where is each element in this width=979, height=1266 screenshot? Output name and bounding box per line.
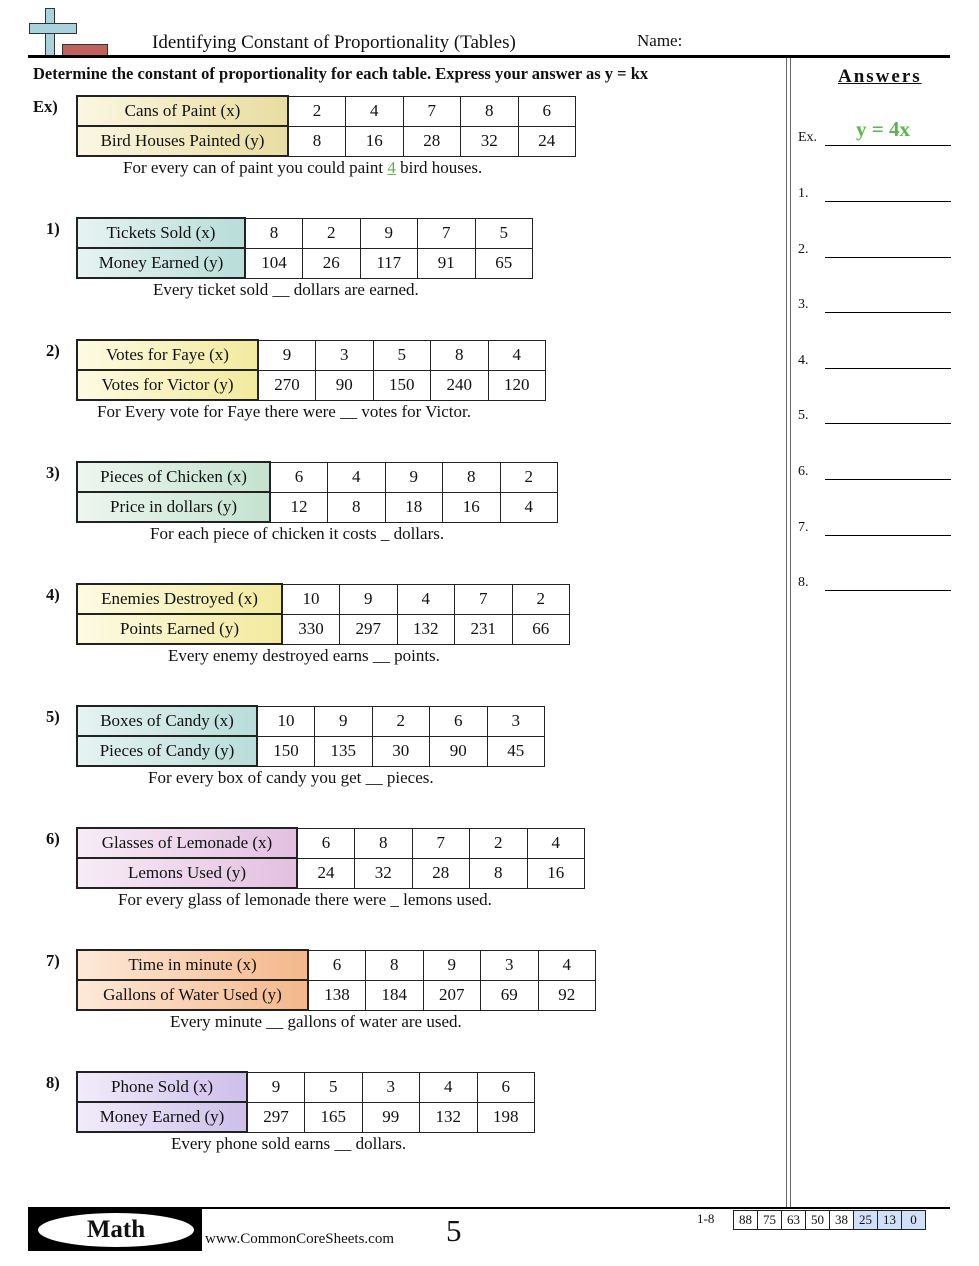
- y-value-cell: 12: [270, 492, 328, 522]
- x-value-cell: 2: [372, 706, 430, 736]
- problem-sentence: For every glass of lemonade there were _ lemons used.: [118, 890, 492, 909]
- problem-number: 5): [46, 707, 60, 726]
- proportion-table: [76, 949, 596, 1011]
- y-value-cell: 150: [257, 736, 315, 766]
- score-cell: 13: [878, 1211, 902, 1230]
- x-value-cell: 4: [397, 584, 455, 614]
- y-value-cell: 132: [397, 614, 455, 644]
- sentence-end: bird houses.: [395, 158, 483, 177]
- x-value-cell: 7: [412, 828, 470, 858]
- x-value-cell: 8: [431, 340, 489, 370]
- score-cell: 50: [806, 1211, 830, 1230]
- y-value-cell: 270: [258, 370, 316, 400]
- answer-column-divider-inner: [790, 58, 791, 1209]
- problem-sentence: For every box of candy you get __ pieces.: [148, 768, 434, 787]
- x-value-cell: 5: [305, 1072, 363, 1102]
- y-value-cell: 32: [461, 126, 519, 156]
- y-value-cell: 24: [518, 126, 576, 156]
- problem-sentence: Every enemy destroyed earns __ points.: [168, 646, 440, 665]
- x-value-cell: 3: [481, 950, 539, 980]
- proportion-table: [76, 583, 570, 645]
- score-range-label: 1-8: [697, 1211, 715, 1226]
- x-value-cell: 8: [355, 828, 413, 858]
- score-cell: 75: [758, 1211, 782, 1230]
- x-value-cell: 3: [362, 1072, 420, 1102]
- x-value-cell: 3: [487, 706, 545, 736]
- name-label: Name:: [637, 31, 683, 50]
- y-value-cell: 104: [245, 248, 303, 278]
- table-row-y: [77, 736, 545, 766]
- answer-column-divider: [786, 58, 787, 1209]
- y-value-cell: 207: [423, 980, 481, 1010]
- x-value-cell: 4: [328, 462, 386, 492]
- answer-6-label: 6.: [798, 464, 809, 479]
- problem-number: 7): [46, 951, 60, 970]
- y-label-cell: Money Earned (y): [77, 248, 245, 278]
- problem-sentence: For Every vote for Faye there were __ votes for Victor.: [97, 402, 471, 421]
- example-sentence-answer: 4: [387, 158, 396, 177]
- x-value-cell: 9: [423, 950, 481, 980]
- x-value-cell: 3: [316, 340, 374, 370]
- x-value-cell: 2: [303, 218, 361, 248]
- problem-sentence: For each piece of chicken it costs _ dollars.: [150, 524, 445, 543]
- y-value-cell: 297: [247, 1102, 305, 1132]
- y-label-cell: Gallons of Water Used (y): [77, 980, 308, 1010]
- problem-number: Ex): [33, 97, 58, 116]
- answer-4-label: 4.: [798, 352, 809, 368]
- score-table: [733, 1210, 926, 1230]
- proportion-table: [76, 461, 558, 523]
- y-label-cell: Votes for Victor (y): [77, 370, 258, 400]
- proportion-table: [76, 95, 576, 157]
- x-value-cell: 9: [385, 462, 443, 492]
- table-row-x: [77, 1072, 535, 1102]
- header-rule: [28, 55, 950, 58]
- problem-number: 4): [46, 585, 60, 604]
- score-cell: 63: [782, 1211, 806, 1230]
- answer-1-blank[interactable]: [825, 201, 951, 202]
- score-row: [734, 1211, 926, 1230]
- x-value-cell: 4: [538, 950, 596, 980]
- proportion-table: [76, 217, 533, 279]
- y-value-cell: 99: [362, 1102, 420, 1132]
- table-row-y: [77, 370, 546, 400]
- y-value-cell: 91: [418, 248, 476, 278]
- y-value-cell: 330: [282, 614, 340, 644]
- x-value-cell: 9: [360, 218, 418, 248]
- y-value-cell: 4: [500, 492, 558, 522]
- x-value-cell: 2: [288, 96, 346, 126]
- x-value-cell: 6: [308, 950, 366, 980]
- answer-8-blank[interactable]: [825, 590, 951, 591]
- y-value-cell: 135: [315, 736, 373, 766]
- x-value-cell: 5: [475, 218, 533, 248]
- score-cell: 25: [854, 1211, 878, 1230]
- answer-3-label: 3.: [798, 297, 809, 313]
- y-label-cell: Bird Houses Painted (y): [77, 126, 288, 156]
- y-value-cell: 132: [420, 1102, 478, 1132]
- problem-number: 1): [46, 219, 60, 238]
- x-value-cell: 10: [257, 706, 315, 736]
- x-label-cell: Votes for Faye (x): [77, 340, 258, 370]
- y-value-cell: 66: [512, 614, 570, 644]
- y-value-cell: 32: [355, 858, 413, 888]
- proportion-table: [76, 705, 545, 767]
- y-value-cell: 120: [488, 370, 546, 400]
- y-value-cell: 28: [403, 126, 461, 156]
- problem-number: 3): [46, 463, 60, 482]
- y-value-cell: 24: [297, 858, 355, 888]
- y-value-cell: 138: [308, 980, 366, 1010]
- problem-sentence: [123, 158, 482, 178]
- answer-7-label: 7.: [798, 519, 809, 535]
- table-row-y: [77, 614, 570, 644]
- x-label-cell: Enemies Destroyed (x): [77, 584, 282, 614]
- proportion-table: [76, 827, 585, 889]
- score-cell: 88: [734, 1211, 758, 1230]
- y-value-cell: 30: [372, 736, 430, 766]
- x-value-cell: 8: [443, 462, 501, 492]
- y-value-cell: 69: [481, 980, 539, 1010]
- x-value-cell: 8: [461, 96, 519, 126]
- answer-5-blank[interactable]: [825, 423, 951, 424]
- x-value-cell: 8: [366, 950, 424, 980]
- score-cell: 0: [902, 1211, 926, 1230]
- table-row-x: [77, 950, 596, 980]
- x-label-cell: Phone Sold (x): [77, 1072, 247, 1102]
- x-label-cell: Pieces of Chicken (x): [77, 462, 270, 492]
- x-value-cell: 2: [470, 828, 528, 858]
- x-value-cell: 9: [247, 1072, 305, 1102]
- sentence-start: For every can of paint you could paint: [123, 158, 388, 177]
- y-value-cell: 231: [455, 614, 513, 644]
- y-value-cell: 297: [340, 614, 398, 644]
- proportion-table: [76, 339, 546, 401]
- page-number: 5: [446, 1213, 462, 1248]
- x-value-cell: 2: [500, 462, 558, 492]
- x-value-cell: 7: [418, 218, 476, 248]
- table-row-y: [77, 248, 533, 278]
- y-value-cell: 90: [316, 370, 374, 400]
- x-value-cell: 6: [270, 462, 328, 492]
- y-label-cell: Pieces of Candy (y): [77, 736, 257, 766]
- y-value-cell: 90: [430, 736, 488, 766]
- table-row-x: [77, 584, 570, 614]
- answer-example-label: Ex.: [798, 130, 818, 145]
- score-cell: 38: [830, 1211, 854, 1230]
- problem-number: 6): [46, 829, 60, 848]
- answer-5-label: 5.: [798, 408, 809, 424]
- answer-2-label: 2.: [798, 241, 809, 257]
- x-value-cell: 9: [340, 584, 398, 614]
- y-value-cell: 45: [487, 736, 545, 766]
- table-row-x: [77, 462, 558, 492]
- y-value-cell: 165: [305, 1102, 363, 1132]
- y-value-cell: 184: [366, 980, 424, 1010]
- y-value-cell: 28: [412, 858, 470, 888]
- proportion-table: [76, 1071, 535, 1133]
- math-brand-label: Math: [86, 1216, 146, 1243]
- y-value-cell: 65: [475, 248, 533, 278]
- x-value-cell: 4: [346, 96, 404, 126]
- x-value-cell: 9: [258, 340, 316, 370]
- problem-number: 2): [46, 341, 60, 360]
- table-row-x: [77, 96, 576, 126]
- y-value-cell: 198: [477, 1102, 535, 1132]
- x-label-cell: Time in minute (x): [77, 950, 308, 980]
- y-value-cell: 117: [360, 248, 418, 278]
- x-label-cell: Tickets Sold (x): [77, 218, 245, 248]
- y-label-cell: Money Earned (y): [77, 1102, 247, 1132]
- answer-3-blank[interactable]: [825, 312, 951, 313]
- answer-7-blank[interactable]: [825, 535, 951, 536]
- y-label-cell: Points Earned (y): [77, 614, 282, 644]
- y-value-cell: 16: [346, 126, 404, 156]
- x-value-cell: 9: [315, 706, 373, 736]
- y-value-cell: 18: [385, 492, 443, 522]
- x-value-cell: 7: [455, 584, 513, 614]
- answer-8-label: 8.: [798, 575, 809, 591]
- y-value-cell: 92: [538, 980, 596, 1010]
- answer-example-blank[interactable]: [825, 145, 951, 146]
- y-label-cell: Lemons Used (y): [77, 858, 297, 888]
- answer-4-blank[interactable]: [825, 368, 951, 369]
- y-value-cell: 8: [470, 858, 528, 888]
- table-row-y: [77, 980, 596, 1010]
- problem-number: 8): [46, 1073, 60, 1092]
- table-row-y: [77, 492, 558, 522]
- y-value-cell: 16: [527, 858, 585, 888]
- answers-title: Answers: [838, 66, 922, 87]
- answer-6-blank[interactable]: [825, 479, 951, 480]
- x-value-cell: 4: [488, 340, 546, 370]
- y-value-cell: 26: [303, 248, 361, 278]
- x-value-cell: 7: [403, 96, 461, 126]
- table-row-x: [77, 218, 533, 248]
- table-row-x: [77, 340, 546, 370]
- table-row-y: [77, 858, 585, 888]
- example-answer: y = 4x: [856, 117, 910, 141]
- worksheet-title: Identifying Constant of Proportionality (Tables): [152, 32, 516, 53]
- x-label-cell: Glasses of Lemonade (x): [77, 828, 297, 858]
- y-value-cell: 8: [288, 126, 346, 156]
- x-value-cell: 6: [518, 96, 576, 126]
- answer-1-label: 1.: [798, 186, 809, 201]
- x-value-cell: 6: [430, 706, 488, 736]
- x-value-cell: 2: [512, 584, 570, 614]
- problem-sentence: Every phone sold earns __ dollars.: [171, 1134, 407, 1153]
- table-row-y: [77, 126, 576, 156]
- y-value-cell: 8: [328, 492, 386, 522]
- website-url: www.CommonCoreSheets.com: [205, 1231, 395, 1247]
- problem-sentence: Every ticket sold __ dollars are earned.: [153, 280, 419, 299]
- logo-plus-icon-bar: [29, 23, 77, 34]
- x-label-cell: Cans of Paint (x): [77, 96, 288, 126]
- x-value-cell: 6: [297, 828, 355, 858]
- y-value-cell: 16: [443, 492, 501, 522]
- x-value-cell: 4: [527, 828, 585, 858]
- y-value-cell: 150: [373, 370, 431, 400]
- table-row-x: [77, 706, 545, 736]
- y-value-cell: 240: [431, 370, 489, 400]
- table-row-x: [77, 828, 585, 858]
- problem-sentence: Every minute __ gallons of water are used.: [170, 1012, 462, 1031]
- table-row-y: [77, 1102, 535, 1132]
- instructions: Determine the constant of proportionality for each table. Express your answer as y = kx: [33, 64, 649, 83]
- x-value-cell: 8: [245, 218, 303, 248]
- x-value-cell: 4: [420, 1072, 478, 1102]
- x-label-cell: Boxes of Candy (x): [77, 706, 257, 736]
- answer-2-blank[interactable]: [825, 257, 951, 258]
- x-value-cell: 6: [477, 1072, 535, 1102]
- x-value-cell: 5: [373, 340, 431, 370]
- x-value-cell: 10: [282, 584, 340, 614]
- y-label-cell: Price in dollars (y): [77, 492, 270, 522]
